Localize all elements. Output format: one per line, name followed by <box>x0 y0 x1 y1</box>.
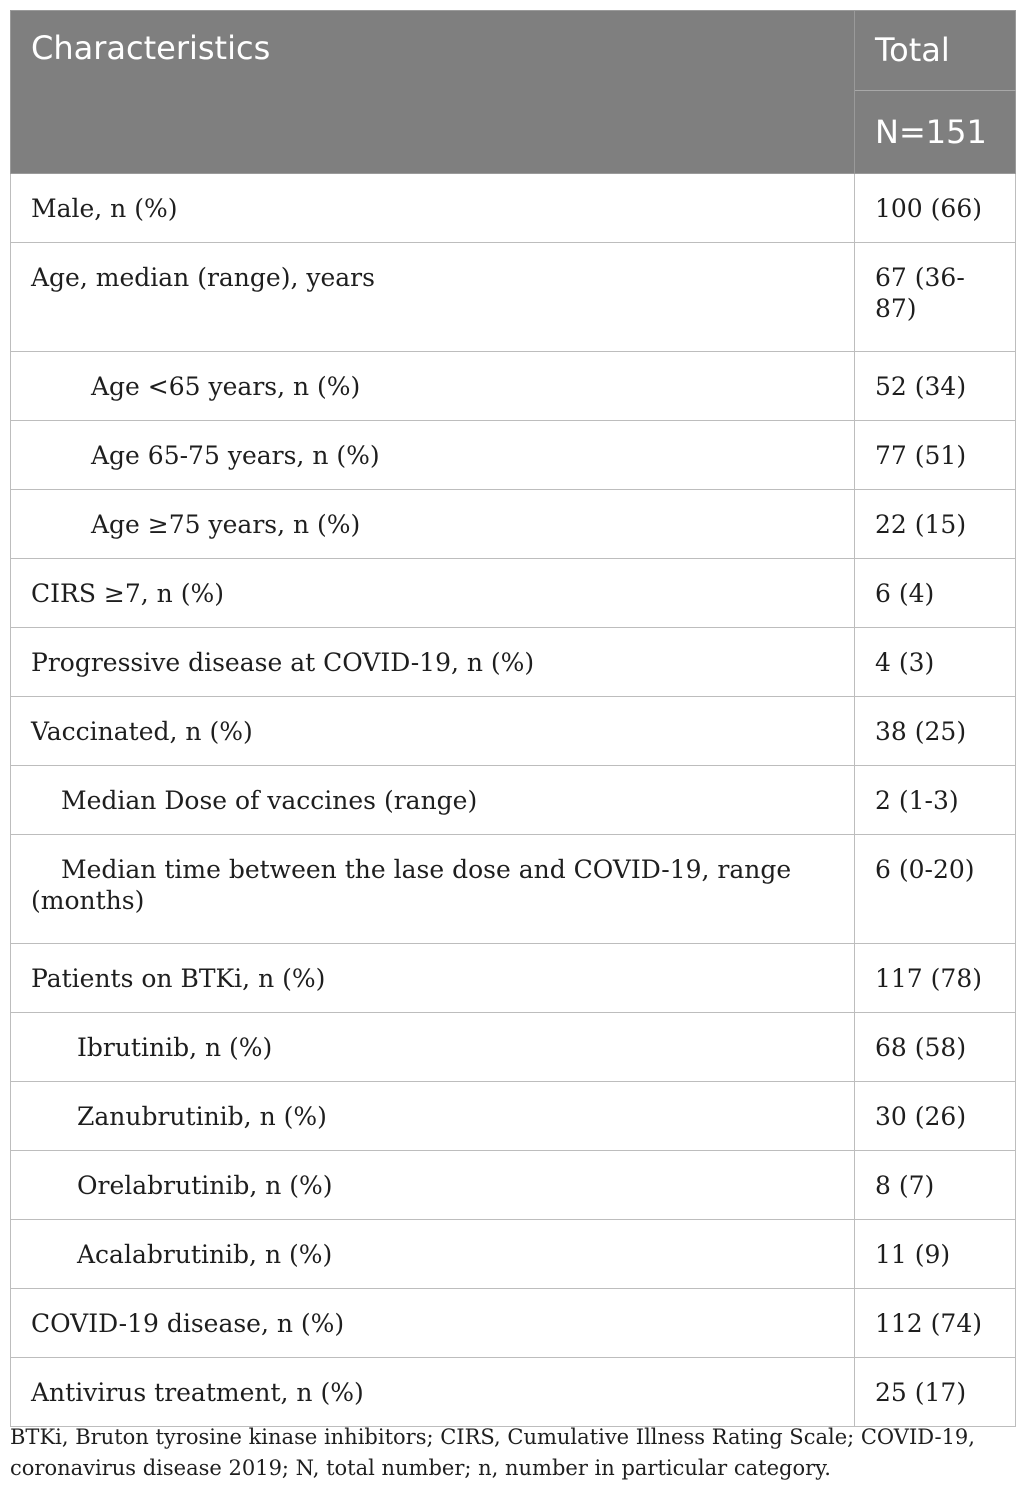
header-n: N=151 <box>855 90 1016 173</box>
row-label: Age ≥75 years, n (%) <box>11 490 855 559</box>
row-value: 25 (17) <box>855 1358 1016 1427</box>
row-value: 77 (51) <box>855 421 1016 490</box>
row-value: 67 (36-87) <box>855 243 1016 352</box>
row-label: Age <65 years, n (%) <box>11 352 855 421</box>
row-value: 112 (74) <box>855 1289 1016 1358</box>
row-label: CIRS ≥7, n (%) <box>11 559 855 628</box>
table-row <box>11 1220 1016 1289</box>
row-value: 30 (26) <box>855 1082 1016 1151</box>
row-value: 8 (7) <box>855 1151 1016 1220</box>
table-row <box>11 559 1016 628</box>
header-characteristics: Characteristics <box>11 11 855 174</box>
header-total: Total <box>855 11 1016 91</box>
row-value: 38 (25) <box>855 697 1016 766</box>
row-value: 6 (4) <box>855 559 1016 628</box>
row-label: Ibrutinib, n (%) <box>11 1013 855 1082</box>
table-row <box>11 1289 1016 1358</box>
table-row <box>11 1082 1016 1151</box>
row-value: 100 (66) <box>855 174 1016 243</box>
row-label: Orelabrutinib, n (%) <box>11 1151 855 1220</box>
table-row <box>11 944 1016 1013</box>
row-value: 11 (9) <box>855 1220 1016 1289</box>
table-row <box>11 421 1016 490</box>
row-label: Antivirus treatment, n (%) <box>11 1358 855 1427</box>
table-row <box>11 243 1016 352</box>
characteristics-table <box>10 10 1016 1427</box>
row-label: Age, median (range), years <box>11 243 855 352</box>
table-row <box>11 766 1016 835</box>
row-label: Median Dose of vaccines (range) <box>11 766 855 835</box>
row-label: Zanubrutinib, n (%) <box>11 1082 855 1151</box>
table-row <box>11 174 1016 243</box>
row-value: 6 (0-20) <box>855 835 1016 944</box>
table-row <box>11 1013 1016 1082</box>
row-label: Acalabrutinib, n (%) <box>11 1220 855 1289</box>
row-label: Vaccinated, n (%) <box>11 697 855 766</box>
row-value: 68 (58) <box>855 1013 1016 1082</box>
table-row <box>11 490 1016 559</box>
table-row <box>11 835 1016 944</box>
row-label: COVID-19 disease, n (%) <box>11 1289 855 1358</box>
row-label: Median time between the lase dose and COVID-19, range (months) <box>11 835 855 944</box>
table-row <box>11 697 1016 766</box>
table-row <box>11 1151 1016 1220</box>
row-value: 2 (1-3) <box>855 766 1016 835</box>
row-label: Progressive disease at COVID-19, n (%) <box>11 628 855 697</box>
table-row <box>11 1358 1016 1427</box>
table-footnote: BTKi, Bruton tyrosine kinase inhibitors; CIRS, Cumulative Illness Rating Scale; COVID-19, coronavirus disease 2019; N, total number; n, number in particular category. <box>10 1425 975 1480</box>
row-value: 117 (78) <box>855 944 1016 1013</box>
row-value: 52 (34) <box>855 352 1016 421</box>
row-label: Age 65-75 years, n (%) <box>11 421 855 490</box>
table-row <box>11 352 1016 421</box>
row-value: 22 (15) <box>855 490 1016 559</box>
row-label: Male, n (%) <box>11 174 855 243</box>
table-row <box>11 628 1016 697</box>
row-value: 4 (3) <box>855 628 1016 697</box>
row-label: Patients on BTKi, n (%) <box>11 944 855 1013</box>
